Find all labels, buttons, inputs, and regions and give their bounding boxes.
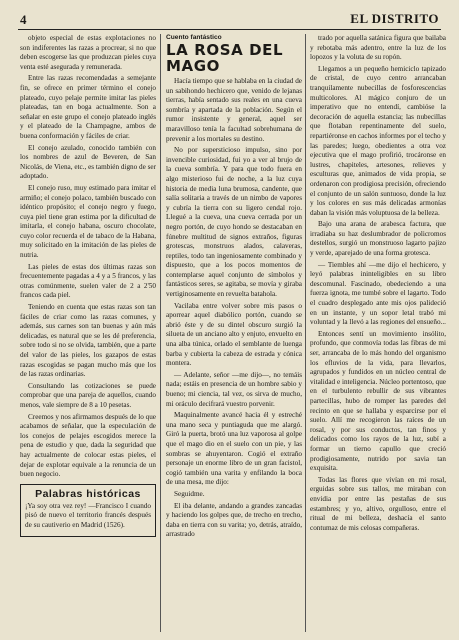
box-title: Palabras históricas	[35, 487, 141, 500]
column-2	[166, 34, 302, 632]
paragraph: El conejo azulado, conocido también con los nombres de azul de Beveren, de San Nicolás, de Viena, etc., es también digno de ser adoptado.	[20, 143, 156, 181]
box-text: ¡Ya soy otra vez rey! —Francisco I cuando pisó de nuevo el territorio francés después de su cautiverio en Madrid (1526).	[25, 501, 151, 529]
paragraph: Todas las flores que vivían en mi rosal, erguidas sobre sus tallos, me miraban con envidia por entre las pestañas de sus estambres; y yo, altivo, orgulloso, entre el ritual de mi belleza, deshacía el santo contumaz de mis celosas compañeras.	[310, 475, 446, 532]
column-divider	[305, 34, 306, 632]
historical-quote-box	[20, 484, 156, 537]
paragraph: Bajo una arana de arabesca factura, que irradiaba su haz deslumbrador de policromos destellos, surgió un monstruoso lagarto pajizo y verde, aparejado de una forma grotesca.	[310, 220, 446, 258]
paragraph: Llegamos a un pequeño hemiciclo tapizado de cristal, de cuyo centro arrancaban tranquilamente nubecillas de fosforescencias multicolores. Al mágico conjuro de un imperativo que no entendí, cambióse la decoración de aquella estancia; las nubecillas que flotaban repentinamente del suelo, repartiéronse en cachos informes por el techo y las paredes; luego, obedientes a otra voz ejecutiva que el mago profirió, trocáronse en lustres, chapiteles, artesones, relieves y esculturas que, animados de vida propia, se ordenaron con prodigiosa precisión, ofreciendo el conjunto de un salón suntuoso, donde la luz y los colores en sus más delicadas armonías daban la visión más voluptuosa de la belleza.	[310, 64, 446, 217]
column-1-text	[20, 34, 156, 480]
column-2-text	[166, 77, 302, 540]
paragraph: — Tiembles ahí —me dijo el hechicero, y leyó palabras ininteligibles en su libro descomunal. Fascinado, obedeciendo a una fuerza ignota, me tumbé sobre el lagarto. Todo el cuadro desplegado ante mis ojos palideció en un instante, y un sopor letal trabó mi voluntad y la llevó a las regiones del ensueño...	[310, 260, 446, 327]
paragraph: — Adelante, señor —me dijo—, no temáis nada; estáis en presencia de un hombre sabio y bueno; mi ciencia, tal vez, os sirva de mucho, mi oráculo decifrará vuestro porvenir.	[166, 370, 302, 408]
header-rule	[18, 29, 441, 30]
paragraph: El iba delante, andando a grandes zancadas y haciendo los golpes que, de trecho en trecho, daba en tierra con su varita; yo, detrás, atraído, arrastrado	[166, 501, 302, 539]
paragraph: El conejo ruso, muy estimado para imitar el armiño; el conejo polaco, también buscado con idéntico propósito; el conejo negro y fuego, cuya piel tiene gran estima por la dificultad de imitarla, el conejo habana, oscuro chocolate, cuyo color recuerda el de tabaco de la Habana, muy solicitado en la imitación de las pieles de nutria.	[20, 183, 156, 260]
paragraph: Teniendo en cuenta que estas razas son tan fáciles de criar como las razas comunes, y además, sus carnes son tan buenas y aún más delicadas, es natural que se les dé preferencia, sobre todo si no se olvida, también, que a parte del valor de las pieles, los gazapos de estas razas escogidas se pagan mucho más que los de las razas ordinarias.	[20, 303, 156, 379]
column-divider	[160, 34, 161, 632]
column-3-text	[310, 34, 446, 533]
story-title: LA ROSA DEL MAGO	[166, 41, 284, 75]
paragraph: Vacilaba entre volver sobre mis pasos o aporrear aquel diabólico portón, cuando se abrió éste y de su dintel obscuro surgió la silueta de un anciano alto y enjuto, envuelto en una alba túnica, orlado el semblante de luenga barba y cubierta la cabeza de estrada y cónica montera.	[166, 301, 302, 368]
paragraph: Seguidme.	[174, 489, 205, 498]
column-1	[20, 34, 156, 632]
paragraph: Creemos y nos afirmamos después de lo que acabamos de señalar, que la especulación de los conejos de pelajes escogidos merece la pena de estudio y que, dada la seguridad que hay actualmente de colocar estas pieles, el dejar de explotar equivale a la renuncia de un buen negocio.	[20, 412, 156, 479]
paragraph: Las pieles de estas dos últimas razas son frecuentemente pagadas a 4 y a 5 francos, y las otras comúnmente, suelen valer de 2 a 2'50 francos cada piel.	[20, 262, 156, 300]
paragraph: Entre las razas recomendadas a semejante fin, se ofrece en primer término el conejo plateado, cuyo pelaje permite imitar las pieles plateadas, tan en boga actualmente. Son a señalar en este grupo el conejo plateado inglés y el plateado de la Champagne, ambos de buena conformación y fáciles de criar.	[20, 74, 156, 140]
paragraph: objeto especial de estas explotaciones no son indiferentes las razas a procrear, si no que deben escogerse las que produzcan pieles cuya venta esté asegurada y remunerada.	[20, 34, 156, 71]
paragraph: Maquinalmente avancé hacia él y estreché una mano seca y puntiaguda que me alargó. Giró la puerta, brotó una luz vaporosa al golpe que el mago dio en el suelo con un pie, y las sombras se ahuyentaron. Cogió el extraño personaje un enorme libro de un gran facistol, cogió también una varita y enfilando la boca de una mesa, me dijo:	[166, 411, 302, 487]
paragraph: Consultando las cotizaciones se puede comprobar que una pareja de aquellos, cuando menos, vale siempre de 8 a 10 pesetas.	[20, 381, 156, 409]
paragraph: No por supersticioso impulso, sino por invencible curiosidad, fui yo a ver al brujo de la cueva sombría. Y para que todo fuera en algo misterioso fui de noche, a la luz cuya historia de media luna brumosa, candente, que salía solitaria a través de un nimbo de vapores y cubría la tierra con su ligero cendal rojo. Llegué a la cueva, una cueva cerrada por un negro portón, de cuyo hondo se destacaban en fúnebre multitud de signos extraños, figuras grotescas, monstruos alados, calaveras, reptiles, todo tan ingeniosamente combinado y dispuesto, que a los pocos momentos de contemplarse aquel conjunto de símbolos y fantásticos seres, se agitaba, se movía y giraba vertiginosamente en revuelta batahola.	[166, 146, 302, 299]
page-number: 4	[20, 12, 27, 27]
page-header	[0, 0, 459, 28]
story-kicker: Cuento fantástico	[166, 34, 222, 41]
masthead: EL DISTRITO	[350, 11, 439, 26]
paragraph: Entonces sentí un movimiento insólito, profundo, que conmovía todas las fibras de mi ser, arrancaba de lo más hondo del organismo los efluvios de la vida, para llevarlos, agrupados y fundidos en un núcleo central de vitalidad e inteligencia. Núcleo portentoso, que en el turbulento rebullir de sus vibrantes partecillas, hubo de romper las paredes del recinto en que se hallaba y esparcirse por el suelo. Allí me recogieron las raíces de un rosal, y por sus conductos, tan finos y delicados como los rayos de la luz, subí a formar un tierno capullo que creció prodigiosamente, nutrido por savia tan exquisita.	[310, 329, 446, 473]
paragraph: trado por aquella satánica figura que bailaba y rebotaba más adentro, entre la luz de los lopozos y la voluta de su ropón.	[310, 34, 446, 62]
column-3	[310, 34, 446, 632]
paragraph: Hacía tiempo que se hablaba en la ciudad de un sabihondo hechicero que, venido de lejanas tierras, había sentado sus reales en una cueva sombría y apartada de la población. Según el rumor insistente y general, aquel ser maravilloso tenía la facultad sobrehumana de prevenir a los mortales su destino.	[166, 77, 302, 143]
